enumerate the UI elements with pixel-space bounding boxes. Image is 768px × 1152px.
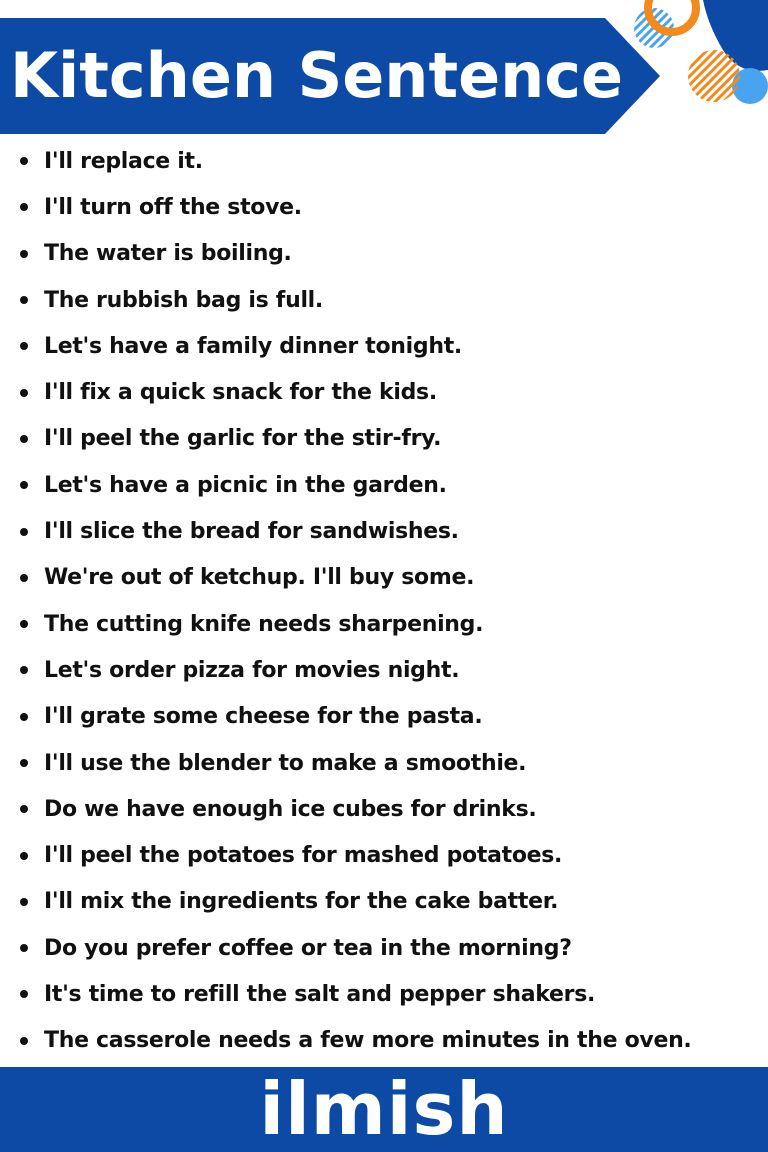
decorative-circles [628,0,768,120]
list-item [0,369,768,415]
list-item [0,694,768,740]
list-item [0,786,768,832]
list-item [0,879,768,925]
list-item [0,1018,768,1064]
sentence-text: I'll peel the garlic for the stir-fry. [44,426,442,452]
decorative-circles-graphic [628,0,768,120]
sentence-text: We're out of ketchup. I'll buy some. [44,565,475,591]
list-item [0,832,768,878]
bullet-icon [20,944,28,952]
list-item [0,740,768,786]
bullet-icon [20,389,28,397]
bullet-icon [20,898,28,906]
sentence-text: I'll mix the ingredients for the cake batter. [44,889,559,915]
list-item [0,647,768,693]
bullet-icon [20,250,28,258]
sentence-list [0,138,768,1064]
bullet-icon [20,805,28,813]
list-item [0,323,768,369]
sentence-text: Do you prefer coffee or tea in the morning? [44,935,572,961]
sentence-text: I'll slice the bread for sandwishes. [44,519,459,545]
bullet-icon [20,528,28,536]
footer-bar [0,1067,768,1152]
page-title: Kitchen Sentence [10,39,624,112]
bullet-icon [20,666,28,674]
list-item [0,231,768,277]
bullet-icon [20,620,28,628]
list-item [0,416,768,462]
bullet-icon [20,1037,28,1045]
sentence-text: Let's order pizza for movies night. [44,657,460,683]
sentence-text: It's time to refill the salt and pepper shakers. [44,981,596,1007]
list-item [0,925,768,971]
sentence-text: The casserole needs a few more minutes in the oven. [44,1028,692,1054]
bullet-icon [20,435,28,443]
list-item [0,462,768,508]
brand-name: ilmish [259,1067,509,1151]
bullet-icon [20,296,28,304]
bullet-icon [20,713,28,721]
sentence-text: I'll turn off the stove. [44,194,302,220]
sentence-text: Do we have enough ice cubes for drinks. [44,796,537,822]
sentence-text: I'll fix a quick snack for the kids. [44,380,437,406]
bullet-icon [20,342,28,350]
sentence-text: The cutting knife needs sharpening. [44,611,484,637]
bullet-icon [20,990,28,998]
sentence-text: The rubbish bag is full. [44,287,323,313]
list-item [0,508,768,554]
sentence-text: I'll peel the potatoes for mashed potatoes. [44,843,563,869]
sentence-text: I'll grate some cheese for the pasta. [44,704,483,730]
list-item [0,971,768,1017]
list-item [0,555,768,601]
bullet-icon [20,574,28,582]
list-item [0,601,768,647]
sentence-text: I'll replace it. [44,148,203,174]
bullet-icon [20,481,28,489]
sentence-text: The water is boiling. [44,241,292,267]
bullet-icon [20,203,28,211]
bullet-icon [20,759,28,767]
sentence-text: Let's have a picnic in the garden. [44,472,447,498]
sentence-text: I'll use the blender to make a smoothie. [44,750,527,776]
bullet-icon [20,852,28,860]
sentence-text: Let's have a family dinner tonight. [44,333,462,359]
list-item [0,277,768,323]
bullet-icon [20,157,28,165]
list-item [0,138,768,184]
list-item [0,184,768,230]
